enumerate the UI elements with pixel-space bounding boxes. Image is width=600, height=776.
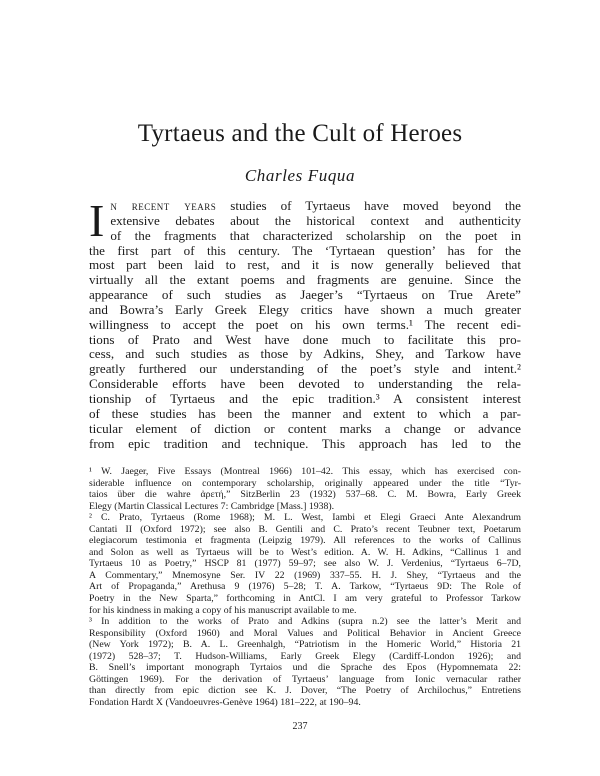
footnote-line: ¹ W. Jaeger, Five Essays (Montreal 1966) 101–42. This essay, which has exercised con- [89, 466, 521, 477]
footnote-line: Cantati II (Oxford 1972); see also B. Gentili and C. Prato’s recent Teubner text, Poetarum [89, 523, 521, 535]
body-line [89, 199, 521, 214]
footnote-line: Elegy (Martin Classical Lectures 7: Cambridge [Mass.] 1938). [89, 500, 335, 512]
footnote-1 [89, 466, 521, 512]
footnote-2 [89, 512, 521, 616]
footnote-line: Tyrtaeus 10 as Poetry,” HSCP 81 (1977) 59–97; see also W. J. Verdenius, “Tyrtaeus 6–7D, [89, 558, 521, 570]
footnote-line: for his kindness in making a copy of his manuscript available to me. [89, 604, 357, 616]
drop-cap: I [89, 195, 105, 246]
body-line: willingness to accept the poet on his own terms.¹ The recent edi- [89, 316, 521, 332]
body-line: virtually all the extant poems and fragments are genuine. Since the [89, 272, 521, 288]
footnote-line: (1972) 528–37; T. Hudson-Williams, Early Greek Elegy (Cardiff-London 1926); and [89, 650, 521, 662]
body-line: from epic tradition and technique. This approach has led to the [89, 435, 521, 451]
body-line: ticular element of diction or content marks a change or advance [89, 420, 521, 436]
body-line: and Bowra’s Early Greek Elegy critics have shown a much greater [89, 301, 521, 317]
article-title: Tyrtaeus and the Cult of Heroes [137, 120, 463, 147]
footnotes [89, 466, 521, 708]
footnote-line: B. Snell’s important monograph Tyrtaios und die Sprache des Epos (Hypomnemata 22: [89, 662, 521, 674]
body-line: most part been laid to rest, and it is now generally believed that [89, 257, 521, 273]
page-number: 237 [292, 721, 308, 732]
footnote-line: Art of Propaganda,” Arethusa 9 (1976) 5–28; T. A. Tarkow, “Tyrtaeus 9D: The Role of [89, 581, 521, 593]
body-line: appearance of such studies as Jaeger’s “Tyrtaeus on True Arete” [89, 287, 521, 303]
footnote-line: (New York 1972); B. A. L. Greenhalgh, “Patriotism in the Homeric World,” Historia 21 [89, 639, 521, 651]
body-line: cess, and such studies as those by Adkins, Shey, and Tarkow have [89, 346, 521, 362]
footnote-line: siderable influence on contemporary scholarship, originally appeared under the title “Tyr- [89, 477, 521, 489]
footnote-line: Fondation Hardt X (Vandoeuvres-Genève 1964) 181–222, at 190–94. [89, 696, 361, 708]
body-line: of these studies has been the manner and extent to which a par- [89, 405, 521, 421]
footnote-line: Göttingen 1969). For the derivation of Tyrtaeus’ language from Ionic vernacular rather [89, 673, 521, 685]
body-line: of the fragments that characterized scholarship on the poet in [110, 227, 521, 243]
footnote-line: and Solon as well as Tyrtaeus will be to West’s edition. A. W. H. Adkins, “Callinus 1 and [89, 546, 521, 558]
footnote-line: Poetry in the New Sparta,” forthcoming in AntCl. I am very grateful to Professor Tarkow [89, 593, 521, 605]
footnote-line: than directly from epic diction see K. J. Dover, “The Poetry of Archilochus,” Entretiens [89, 685, 521, 697]
body-paragraph [89, 195, 521, 451]
article-author: Charles Fuqua [244, 166, 356, 185]
opening-smallcaps: n recent years [110, 198, 217, 213]
body-line: tions of Prato and West have done much to facilitate this pro- [89, 331, 521, 347]
body-line: tionship of Tyrtaeus and the epic tradition.³ A consistent interest [89, 390, 521, 406]
footnote-line: elegiacorum testimonia et fragmenta (Leipzig 1979). All references to the works of Callinus [89, 535, 521, 547]
footnote-line: ³ In addition to the works of Prato and Adkins (supra n.2) see the latter’s Merit and [89, 616, 521, 628]
body-line: Considerable efforts have been devoted to understanding the rela- [89, 376, 521, 392]
footnote-line: ² C. Prato, Tyrtaeus (Rome 1968); M. L. West, Iambi et Elegi Graeci Ante Alexandrum [89, 512, 521, 524]
footnote-3 [89, 616, 521, 708]
footnote-line: taios über die wahre ἀρετή,” SitzBerlin 23 (1932) 537–68. C. M. Bowra, Early Greek [89, 489, 521, 501]
footnote-line: A Commentary,” Mnemosyne Ser. IV 22 (1969) 337–55. H. J. Shey, “Tyrtaeus and the [89, 569, 521, 581]
body-line: greatly furthered our understanding of the poet’s style and intent.² [89, 361, 521, 377]
footnote-line: Responsibility (Oxford 1960) and Moral Values and Political Behavior in Ancient Greece [89, 627, 521, 639]
body-line: extensive debates about the historical context and authenticity [110, 212, 521, 228]
body-line: the first part of this century. The ‘Tyrtaean question’ has for the [89, 242, 521, 258]
opening-line-rest: studies of Tyrtaeus have moved beyond the [216, 198, 521, 213]
